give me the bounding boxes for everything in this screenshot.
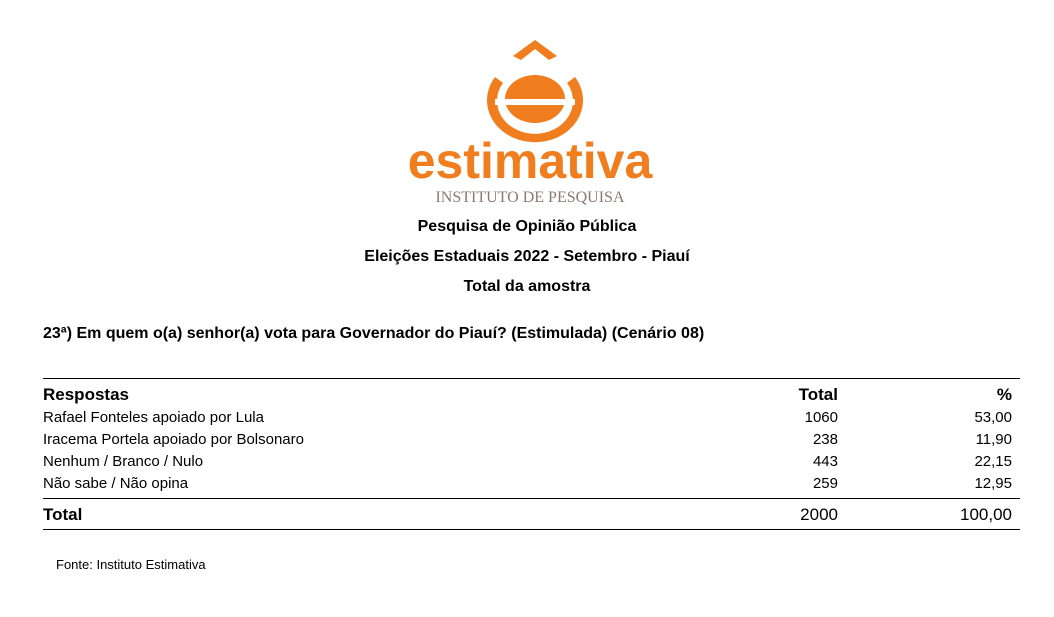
- col-header-total: Total: [798, 385, 838, 404]
- report-sample: Total da amostra: [463, 278, 591, 295]
- table-row: [43, 429, 1020, 451]
- source-note: Fonte: Instituto Estimativa: [56, 557, 206, 572]
- logo-mark-icon: [395, 40, 665, 210]
- total-pct: 100,00: [960, 505, 1012, 524]
- total-label: Total: [43, 505, 83, 524]
- total-count: 2000: [800, 505, 838, 524]
- logo-tagline: INSTITUTO DE PESQUISA: [435, 189, 625, 206]
- logo-brand-text: estimativa: [407, 133, 653, 189]
- estimativa-logo: [395, 40, 665, 210]
- row-label: Não sabe / Não opina: [43, 475, 189, 492]
- row-pct: 11,90: [975, 431, 1012, 448]
- report-subtitle: Eleições Estaduais 2022 - Setembro - Piauí: [364, 248, 690, 265]
- row-label: Nenhum / Branco / Nulo: [43, 453, 204, 470]
- col-header-respostas: Respostas: [43, 385, 129, 404]
- row-pct: 53,00: [974, 409, 1012, 426]
- row-label: Iracema Portela apoiado por Bolsonaro: [43, 431, 304, 448]
- table-row: [43, 451, 1020, 473]
- question-text: 23ª) Em quem o(a) senhor(a) vota para Governador do Piauí? (Estimulada) (Cenário 08): [43, 325, 705, 342]
- row-total: 259: [812, 475, 838, 492]
- row-total: 443: [812, 453, 838, 470]
- results-table: [43, 378, 1020, 530]
- table-row: [43, 473, 1020, 495]
- table-header-row: [43, 379, 1020, 407]
- row-pct: 22,15: [974, 453, 1012, 470]
- table-bottom-rule: [43, 529, 1020, 530]
- row-label: Rafael Fonteles apoiado por Lula: [43, 409, 264, 426]
- row-total: 1060: [804, 409, 838, 426]
- table-total-row: [43, 499, 1020, 529]
- report-title: Pesquisa de Opinião Pública: [417, 218, 637, 235]
- col-header-pct: %: [996, 385, 1012, 404]
- row-pct: 12,95: [974, 475, 1012, 492]
- table-row: [43, 407, 1020, 429]
- row-total: 238: [812, 431, 838, 448]
